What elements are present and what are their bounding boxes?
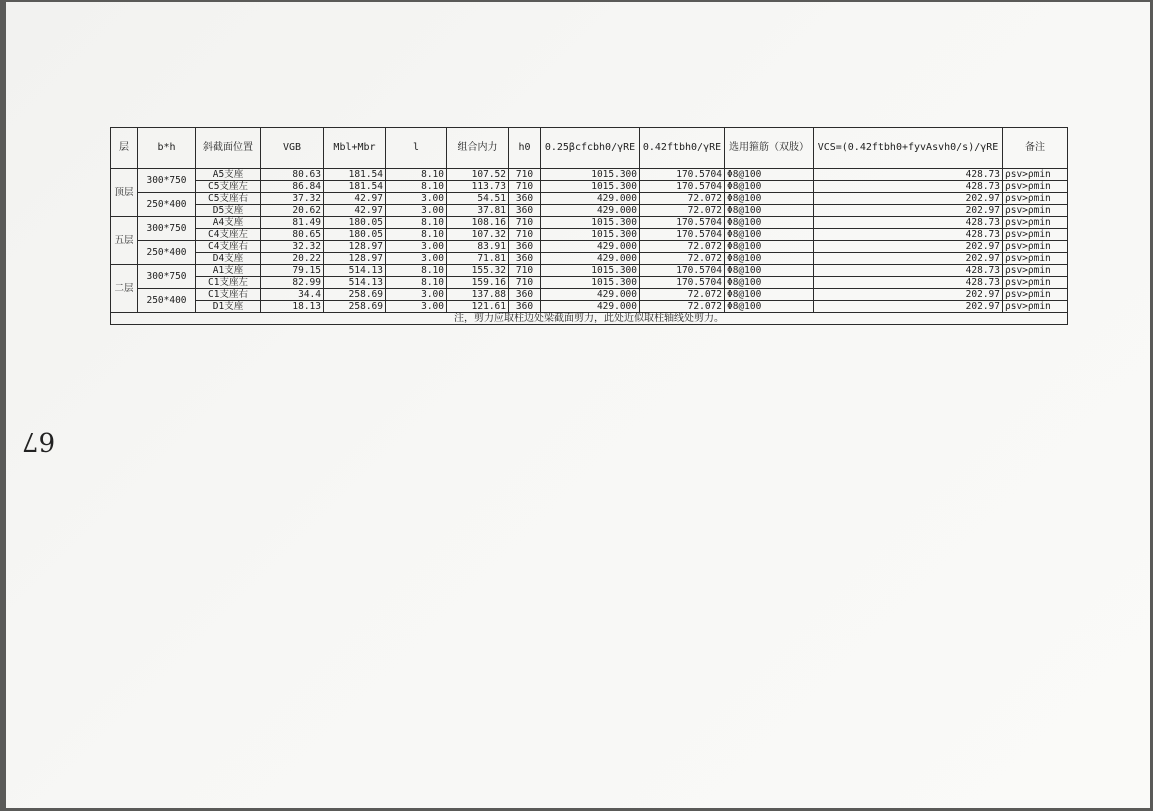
vcs-cell: 428.73 [814, 229, 1003, 241]
remark-cell: ρsv>ρmin [1003, 205, 1068, 217]
h0-cell: 360 [509, 301, 541, 313]
vcs-cell: 428.73 [814, 181, 1003, 193]
moment-cell: 180.05 [324, 229, 386, 241]
layer-cell: 五层 [111, 217, 138, 265]
stirrup-cell: Φ8@100 [725, 277, 814, 289]
ft-cell: 72.072 [640, 301, 725, 313]
ft-cell: 72.072 [640, 205, 725, 217]
ft-cell: 72.072 [640, 193, 725, 205]
vcs-cell: 202.97 [814, 289, 1003, 301]
stirrup-cell: Φ8@100 [725, 301, 814, 313]
stirrup-cell: Φ8@100 [725, 253, 814, 265]
span-cell: 8.10 [386, 277, 447, 289]
h0-cell: 710 [509, 181, 541, 193]
moment-cell: 128.97 [324, 241, 386, 253]
limit-cell: 429.000 [541, 289, 640, 301]
header-bh: b*h [138, 128, 196, 169]
ft-cell: 170.5704 [640, 277, 725, 289]
stirrup-cell: Φ8@100 [725, 229, 814, 241]
moment-cell: 181.54 [324, 181, 386, 193]
size-cell: 300*750 [138, 169, 196, 193]
ft-cell: 72.072 [640, 253, 725, 265]
layer-cell: 二层 [111, 265, 138, 313]
remark-cell: ρsv>ρmin [1003, 217, 1068, 229]
vgb-cell: 20.22 [261, 253, 324, 265]
combined-cell: 107.52 [447, 169, 509, 181]
header-limit: 0.25βcfcbh0/γRE [541, 128, 640, 169]
span-cell: 8.10 [386, 217, 447, 229]
vcs-cell: 428.73 [814, 217, 1003, 229]
table-note: 注，剪力应取柱边处梁截面剪力，此处近似取柱轴线处剪力。 [111, 313, 1068, 325]
span-cell: 3.00 [386, 193, 447, 205]
stirrup-cell: Φ8@100 [725, 265, 814, 277]
note-row [111, 313, 1068, 325]
moment-cell: 181.54 [324, 169, 386, 181]
remark-cell: ρsv>ρmin [1003, 289, 1068, 301]
limit-cell: 429.000 [541, 205, 640, 217]
shear-calc-table [110, 127, 1068, 325]
combined-cell: 37.81 [447, 205, 509, 217]
ft-cell: 170.5704 [640, 169, 725, 181]
header-h0: h0 [509, 128, 541, 169]
size-cell: 300*750 [138, 265, 196, 289]
ft-cell: 170.5704 [640, 217, 725, 229]
limit-cell: 429.000 [541, 253, 640, 265]
ft-cell: 72.072 [640, 289, 725, 301]
vgb-cell: 80.63 [261, 169, 324, 181]
moment-cell: 514.13 [324, 265, 386, 277]
paper-sheet [6, 2, 1150, 808]
header-section: 斜截面位置 [196, 128, 261, 169]
vgb-cell: 32.32 [261, 241, 324, 253]
section-cell: C1支座左 [196, 277, 261, 289]
vgb-cell: 82.99 [261, 277, 324, 289]
h0-cell: 360 [509, 289, 541, 301]
table-row [111, 301, 1068, 313]
span-cell: 3.00 [386, 205, 447, 217]
stirrup-cell: Φ8@100 [725, 241, 814, 253]
limit-cell: 429.000 [541, 241, 640, 253]
vcs-cell: 428.73 [814, 169, 1003, 181]
size-cell: 250*400 [138, 193, 196, 217]
vgb-cell: 86.84 [261, 181, 324, 193]
combined-cell: 155.32 [447, 265, 509, 277]
combined-cell: 121.61 [447, 301, 509, 313]
span-cell: 8.10 [386, 169, 447, 181]
section-cell: C5支座左 [196, 181, 261, 193]
moment-cell: 128.97 [324, 253, 386, 265]
header-row [111, 128, 1068, 169]
moment-cell: 42.97 [324, 193, 386, 205]
combined-cell: 71.81 [447, 253, 509, 265]
header-combined: 组合内力 [447, 128, 509, 169]
table-row [111, 265, 1068, 277]
size-cell: 250*400 [138, 241, 196, 265]
vgb-cell: 81.49 [261, 217, 324, 229]
h0-cell: 710 [509, 265, 541, 277]
section-cell: C4支座右 [196, 241, 261, 253]
vcs-cell: 202.97 [814, 205, 1003, 217]
section-cell: D1支座 [196, 301, 261, 313]
h0-cell: 360 [509, 193, 541, 205]
h0-cell: 360 [509, 241, 541, 253]
section-cell: D4支座 [196, 253, 261, 265]
table-row [111, 253, 1068, 265]
moment-cell: 514.13 [324, 277, 386, 289]
h0-cell: 360 [509, 205, 541, 217]
remark-cell: ρsv>ρmin [1003, 193, 1068, 205]
section-cell: C5支座右 [196, 193, 261, 205]
combined-cell: 108.16 [447, 217, 509, 229]
header-vcs: VCS=(0.42ftbh0+fyvAsvh0/s)/γRE [814, 128, 1003, 169]
combined-cell: 83.91 [447, 241, 509, 253]
h0-cell: 710 [509, 277, 541, 289]
vgb-cell: 79.15 [261, 265, 324, 277]
span-cell: 3.00 [386, 241, 447, 253]
remark-cell: ρsv>ρmin [1003, 241, 1068, 253]
vcs-cell: 428.73 [814, 265, 1003, 277]
vcs-cell: 202.97 [814, 241, 1003, 253]
combined-cell: 54.51 [447, 193, 509, 205]
table-body [111, 169, 1068, 325]
moment-cell: 42.97 [324, 205, 386, 217]
moment-cell: 258.69 [324, 289, 386, 301]
remark-cell: ρsv>ρmin [1003, 301, 1068, 313]
vgb-cell: 37.32 [261, 193, 324, 205]
remark-cell: ρsv>ρmin [1003, 181, 1068, 193]
stirrup-cell: Φ8@100 [725, 205, 814, 217]
combined-cell: 137.88 [447, 289, 509, 301]
limit-cell: 1015.300 [541, 229, 640, 241]
limit-cell: 1015.300 [541, 181, 640, 193]
section-cell: C1支座右 [196, 289, 261, 301]
section-cell: A1支座 [196, 265, 261, 277]
table-row [111, 169, 1068, 181]
h0-cell: 710 [509, 229, 541, 241]
stirrup-cell: Φ8@100 [725, 289, 814, 301]
ft-cell: 170.5704 [640, 181, 725, 193]
limit-cell: 1015.300 [541, 169, 640, 181]
remark-cell: ρsv>ρmin [1003, 277, 1068, 289]
page-number: 67 [22, 426, 56, 456]
table-row [111, 229, 1068, 241]
combined-cell: 107.32 [447, 229, 509, 241]
ft-cell: 170.5704 [640, 265, 725, 277]
remark-cell: ρsv>ρmin [1003, 169, 1068, 181]
header-remark: 备注 [1003, 128, 1068, 169]
header-moment: Mbl+Mbr [324, 128, 386, 169]
span-cell: 8.10 [386, 181, 447, 193]
h0-cell: 360 [509, 253, 541, 265]
vgb-cell: 20.62 [261, 205, 324, 217]
remark-cell: ρsv>ρmin [1003, 229, 1068, 241]
section-cell: A4支座 [196, 217, 261, 229]
section-cell: C4支座左 [196, 229, 261, 241]
limit-cell: 429.000 [541, 301, 640, 313]
layer-cell: 顶层 [111, 169, 138, 217]
ft-cell: 170.5704 [640, 229, 725, 241]
stirrup-cell: Φ8@100 [725, 169, 814, 181]
header-span: l [386, 128, 447, 169]
vgb-cell: 18.13 [261, 301, 324, 313]
vcs-cell: 202.97 [814, 193, 1003, 205]
h0-cell: 710 [509, 217, 541, 229]
combined-cell: 159.16 [447, 277, 509, 289]
ft-cell: 72.072 [640, 241, 725, 253]
h0-cell: 710 [509, 169, 541, 181]
vgb-cell: 34.4 [261, 289, 324, 301]
vcs-cell: 428.73 [814, 277, 1003, 289]
table-row [111, 241, 1068, 253]
header-stirrup: 选用箍筋（双肢） [725, 128, 814, 169]
section-cell: A5支座 [196, 169, 261, 181]
span-cell: 8.10 [386, 229, 447, 241]
remark-cell: ρsv>ρmin [1003, 253, 1068, 265]
span-cell: 8.10 [386, 265, 447, 277]
size-cell: 300*750 [138, 217, 196, 241]
vgb-cell: 80.65 [261, 229, 324, 241]
stirrup-cell: Φ8@100 [725, 193, 814, 205]
vcs-cell: 202.97 [814, 253, 1003, 265]
remark-cell: ρsv>ρmin [1003, 265, 1068, 277]
header-layer: 层 [111, 128, 138, 169]
header-ft: 0.42ftbh0/γRE [640, 128, 725, 169]
span-cell: 3.00 [386, 253, 447, 265]
size-cell: 250*400 [138, 289, 196, 313]
table-row [111, 289, 1068, 301]
stirrup-cell: Φ8@100 [725, 181, 814, 193]
header-vgb: VGB [261, 128, 324, 169]
table-row [111, 181, 1068, 193]
limit-cell: 1015.300 [541, 277, 640, 289]
table-row [111, 277, 1068, 289]
table-row [111, 205, 1068, 217]
combined-cell: 113.73 [447, 181, 509, 193]
table-row [111, 193, 1068, 205]
vcs-cell: 202.97 [814, 301, 1003, 313]
span-cell: 3.00 [386, 301, 447, 313]
table-row [111, 217, 1068, 229]
moment-cell: 180.05 [324, 217, 386, 229]
stirrup-cell: Φ8@100 [725, 217, 814, 229]
section-cell: D5支座 [196, 205, 261, 217]
limit-cell: 1015.300 [541, 217, 640, 229]
span-cell: 3.00 [386, 289, 447, 301]
limit-cell: 429.000 [541, 193, 640, 205]
moment-cell: 258.69 [324, 301, 386, 313]
limit-cell: 1015.300 [541, 265, 640, 277]
